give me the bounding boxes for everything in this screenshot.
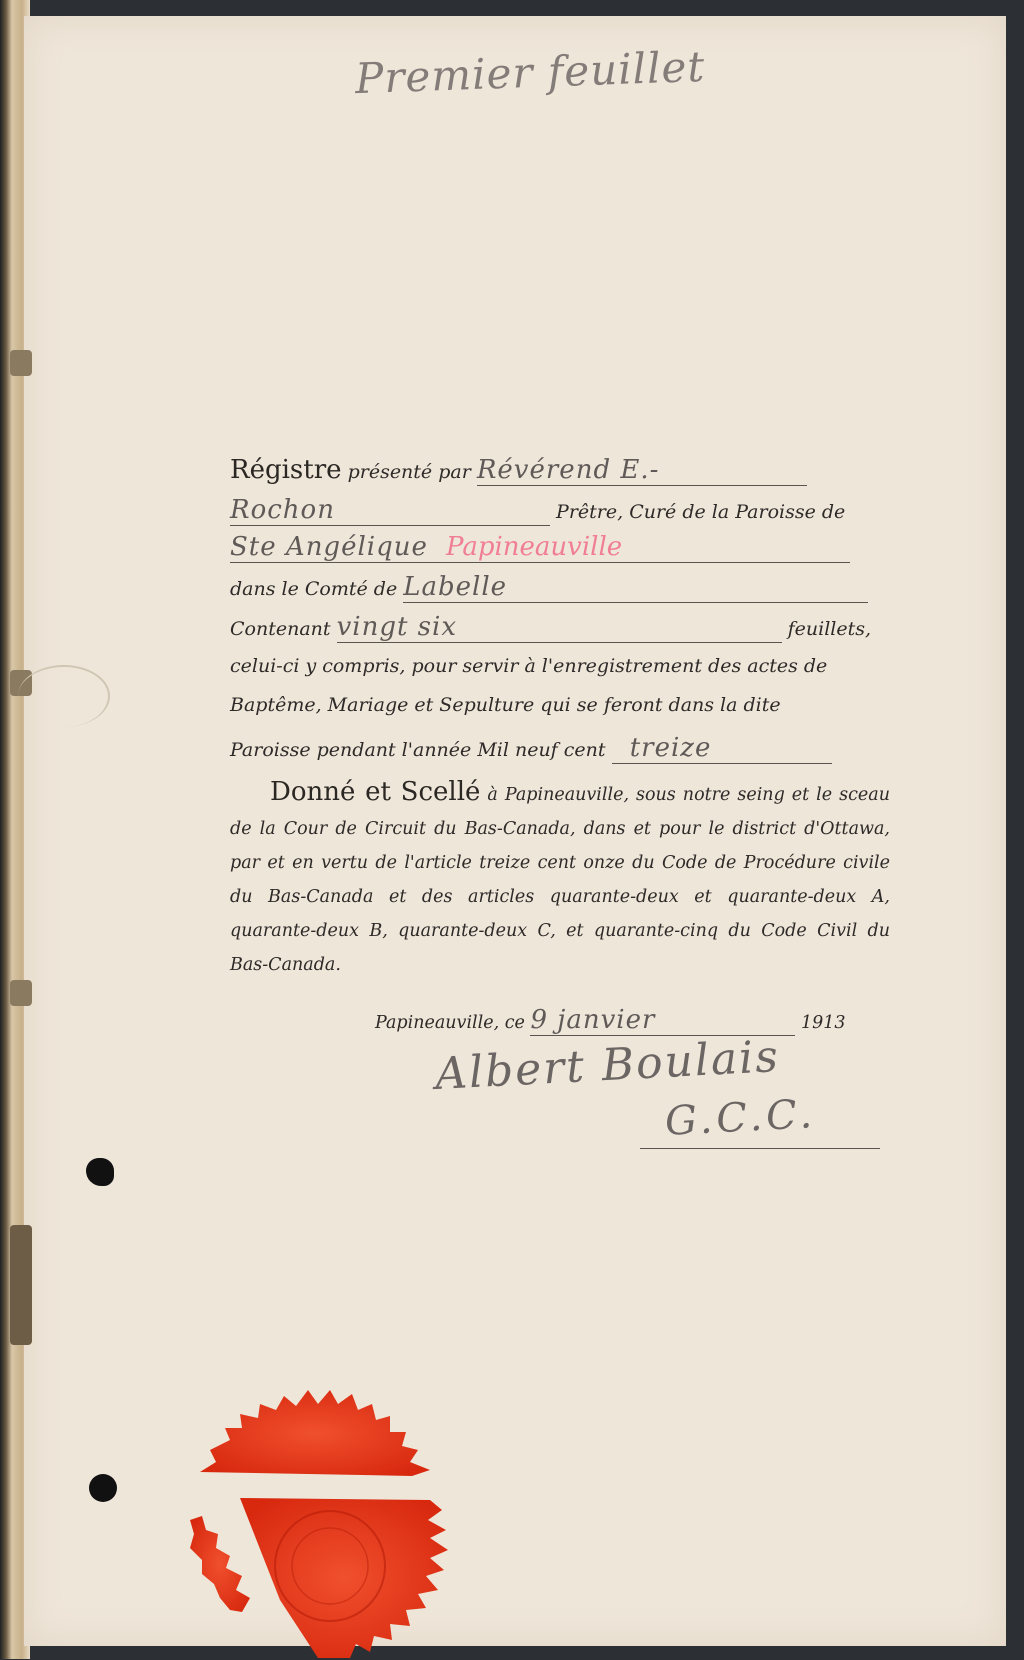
given-text: à Papineauville, sous notre seing et le sceau de la Cour de Circuit du Bas-Canada, dans et pour le district d'Ottawa, par et en vertu de l'article treize cent onze du Code de Procédure civile du Bas-Canada et des articles quarante-deux et quarante-deux A, quarante-deux B, quarante-deux C, et quarante-cinq du Code Civil du Bas-Canada. [230, 785, 890, 975]
page-title-handwritten: Premier feuillet [354, 41, 706, 104]
seal-upper-fragment [200, 1390, 430, 1476]
wax-seal [180, 1370, 480, 1660]
label-comte: dans le Comté de [230, 578, 398, 600]
signature-name: Albert Boulais [433, 1031, 781, 1100]
handwritten-comte: Labelle [403, 572, 508, 602]
label-place: Papineauville, ce [375, 1013, 525, 1033]
given-sealed-paragraph [230, 775, 890, 982]
handwritten-name-1: Révérend E.- [476, 455, 660, 485]
label-registre: Régistre [230, 455, 342, 485]
fill-name-2 [230, 495, 550, 526]
label-presente-par: présenté par [347, 461, 471, 483]
fill-name-1 [477, 455, 807, 486]
register-line-6: celui-ci y compris, pour servir à l'enregistrement des actes de [230, 655, 828, 677]
seal-small-fragment [190, 1516, 250, 1612]
red-pencil-annotation: Papineauville [446, 532, 623, 562]
register-line-7: Baptême, Mariage et Sepulture qui se feront dans la dite [230, 694, 781, 716]
punch-hole [89, 1474, 117, 1502]
binding-tape [10, 1225, 32, 1345]
binding-thread [18, 665, 110, 727]
register-line-2 [230, 495, 890, 531]
fill-paroisse [230, 532, 850, 563]
date-year: 1913 [801, 1013, 846, 1033]
handwritten-date: 9 janvier [530, 1005, 656, 1035]
fill-feuillets [337, 612, 782, 643]
handwritten-feuillets: vingt six [336, 612, 458, 642]
label-paroisse-pendant: Paroisse pendant l'année Mil neuf cent [230, 739, 606, 761]
fill-comte [403, 572, 868, 603]
register-line-8 [230, 733, 890, 769]
handwritten-paroisse: Ste Angélique [230, 532, 428, 562]
register-line-5 [230, 612, 890, 648]
register-line-3 [230, 532, 890, 568]
fill-annee [612, 733, 832, 764]
label-feuillets: feuillets, [787, 618, 872, 640]
signature-title: G.C.C. [663, 1091, 818, 1145]
punch-hole [86, 1158, 114, 1186]
signature-underline [640, 1148, 880, 1149]
label-contenant: Contenant [230, 618, 331, 640]
register-line-1 [230, 455, 890, 491]
label-pretre: Prêtre, Curé de la Paroisse de [556, 501, 846, 523]
binding-stitch [10, 980, 32, 1006]
label-donne-scelle: Donné et Scellé [270, 777, 481, 807]
seal-lower-fragment [240, 1498, 448, 1658]
register-line-4 [230, 572, 890, 608]
binding-stitch [10, 350, 32, 376]
handwritten-name-2: Rochon [230, 495, 335, 525]
handwritten-annee: treize [629, 733, 712, 763]
